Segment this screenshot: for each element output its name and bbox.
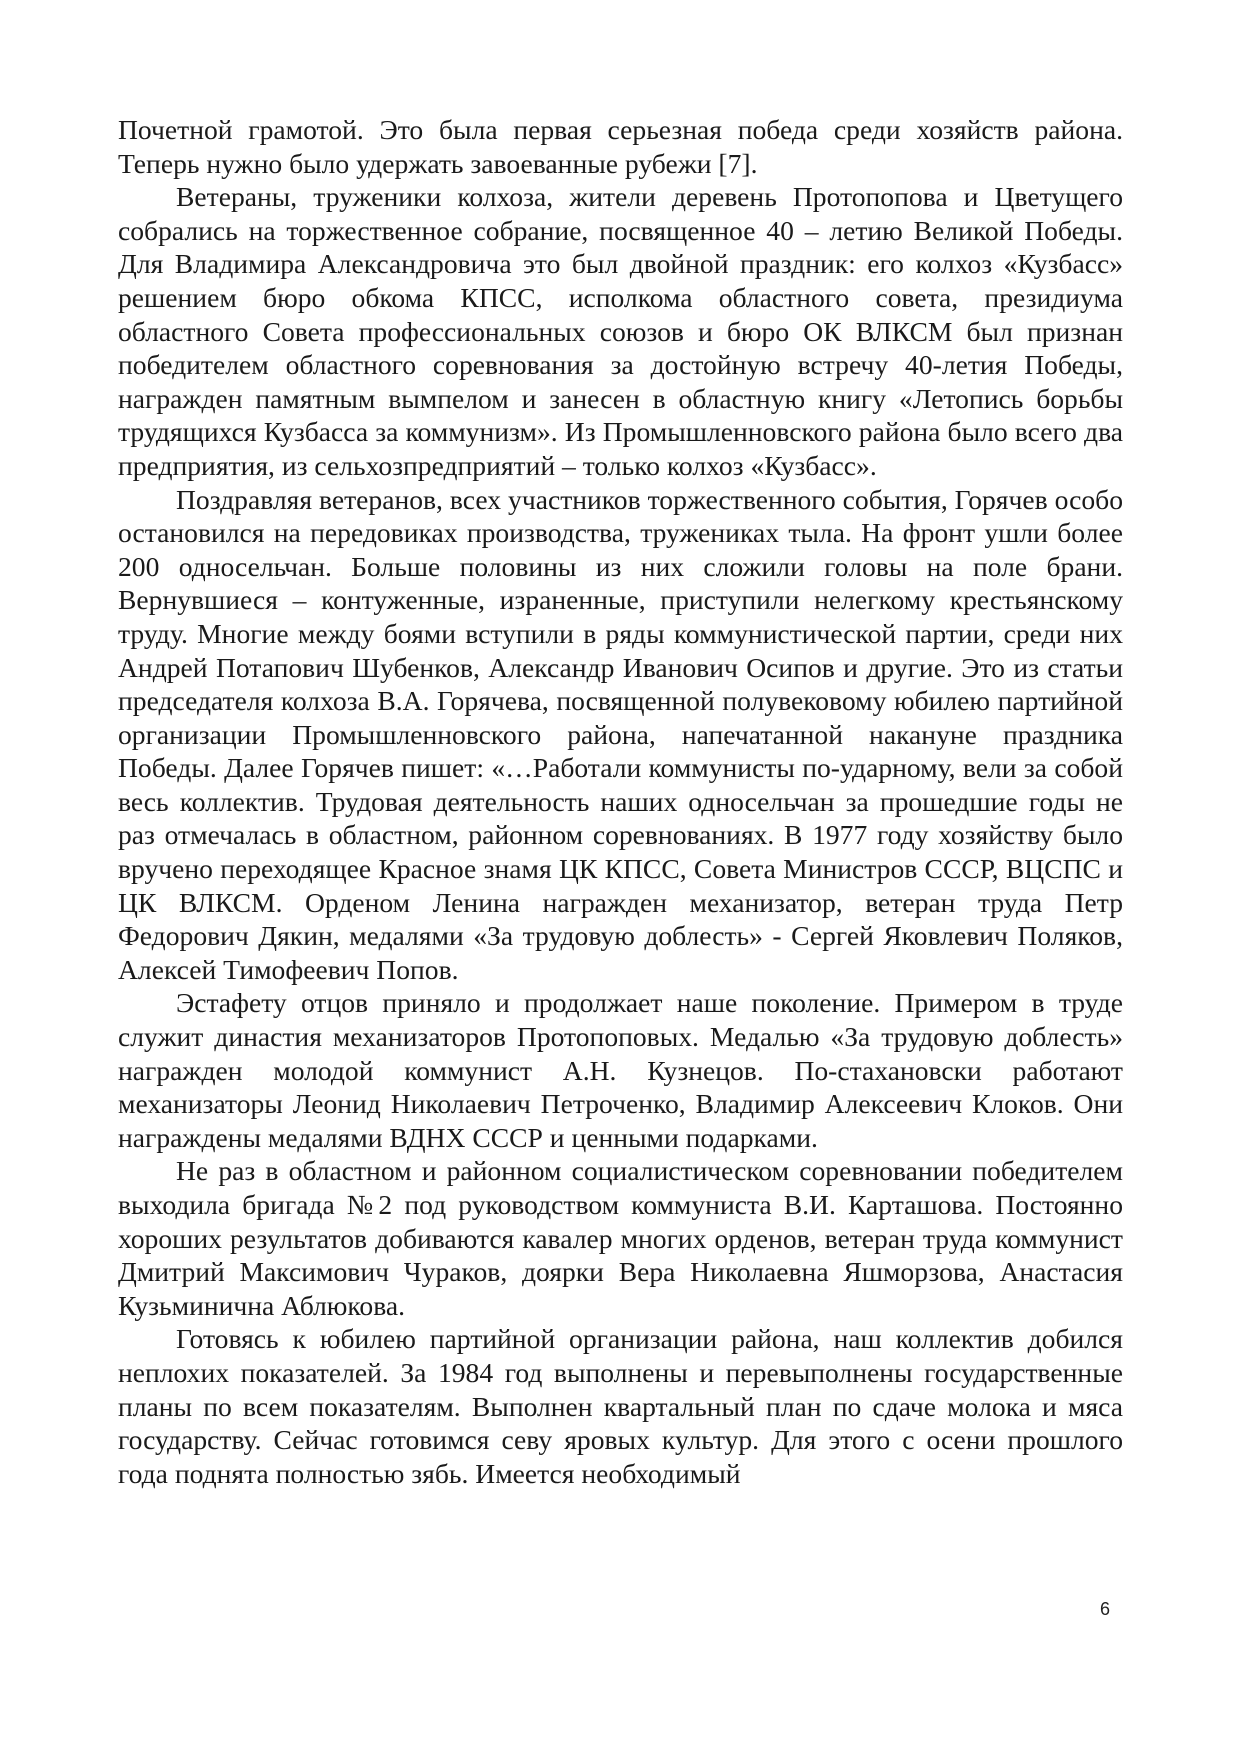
paragraph-anniversary-preparation: Готовясь к юбилею партийной организации района, наш коллектив добился неплохих показателей. За 1984 год выполнены и перевыполнены государственные планы по всем показателям. Выполнен квартальный план по сдаче молока и мяса государству. Сейчас готовимся севу яровых культур. Для этого с осени прошлого года поднята полностью зябь. Имеется необходимый [118,1323,1123,1489]
body-text [118,113,1123,1490]
paragraph-veterans-meeting: Ветераны, труженики колхоза, жители деревень Протопопова и Цветущего собрались на торжественное собрание, посвященное 40 – летию Великой Победы. Для Владимира Александровича это был двойной праздник: его колхоз «Кузбасс» решением бюро обкома КПСС, исполкома областного совета, президиума областного Совета профессиональных союзов и бюро ОК ВЛКСМ был признан победителем областного соревнования за достойную встречу 40-летия Победы, награжден памятным вымпелом и занесен в областную книгу «Летопись борьбы трудящихся Кузбасса за коммунизм». Из Промышленновского района было всего два предприятия, из сельхозпредприятий – только колхоз «Кузбасс». [118,181,1123,481]
paragraph-continuation: Почетной грамотой. Это была первая серьезная победа среди хозяйств района. Теперь нужно было удержать завоеванные рубежи [7]. [118,114,1123,179]
page-number: 6 [1100,1599,1111,1619]
paragraph-goryachev-greeting: Поздравляя ветеранов, всех участников торжественного события, Горячев особо остановился на передовиках производства, тружениках тыла. На фронт ушли более 200 односельчан. Больше половины из них сложили головы на поле брани. Вернувшиеся – контуженные, израненные, приступили нелегкому крестьянскому труду. Многие между боями вступили в ряды коммунистической партии, среди них Андрей Потапович Шубенков, Александр Иванович Осипов и другие. Это из статьи председателя колхоза В.А. Горячева, посвященной полувековому юбилею партийной организации Промышленновского района, напечатанной накануне праздника Победы. Далее Горячев пишет: «…Работали коммунисты по-ударному, вели за собой весь коллектив. Трудовая деятельность наших односельчан за прошедшие годы не раз отмечалась в областном, районном соревнованиях. В 1977 году хозяйству было вручено переходящее Красное знамя ЦК КПСС, Совета Министров СССР, ВЦСПС и ЦК ВЛКСМ. Орденом Ленина награжден механизатор, ветеран труда Петр Федорович Дякин, медалями «За трудовую доблесть» - Сергей Яковлевич Поляков, Алексей Тимофеевич Попов. [118,483,1123,985]
paragraph-brigade-2: Не раз в областном и районном социалистическом соревновании победителем выходила бригада №2 под руководством коммуниста В.И. Карташова. Постоянно хороших результатов добиваются кавалер многих орденов, ветеран труда коммунист Дмитрий Максимович Чураков, доярки Вера Николаевна Яшморзова, Анастасия Кузьминична Аблюкова. [118,1155,1123,1321]
paragraph-next-generation: Эстафету отцов приняло и продолжает наше поколение. Примером в труде служит династия механизаторов Протопоповых. Медалью «За трудовую доблесть» награжден молодой коммунист А.Н. Кузнецов. По-стахановски работают механизаторы Леонид Николаевич Петроченко, Владимир Алексеевич Клоков. Они награждены медалями ВДНХ СССР и ценными подарками. [118,987,1123,1153]
